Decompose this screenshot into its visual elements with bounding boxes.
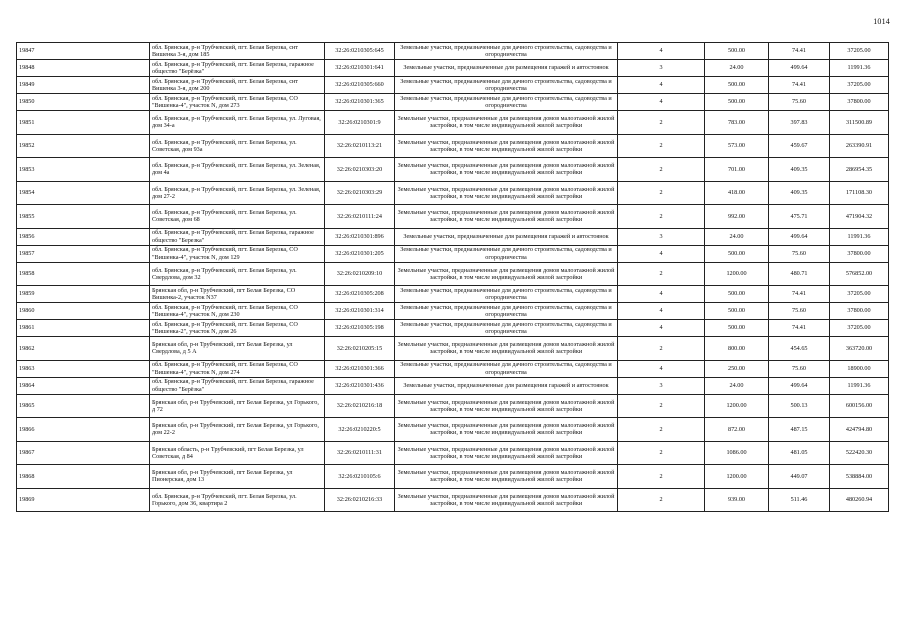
cadastral-value-cell: 37800.00 (830, 245, 889, 262)
cadastral-value-table (16, 42, 889, 512)
table-row (17, 337, 889, 361)
land-use-code-cell: 3 (618, 60, 705, 77)
cadastral-number-cell: 32:26:0210301:366 (325, 360, 395, 377)
specific-value-cell: 499.64 (769, 228, 830, 245)
address-cell: обл. Брянская, р-н Трубчевский, пгт. Белая Березка, снт Вишенка 3-я, дом 200 (150, 77, 325, 94)
land-use-code-cell: 4 (618, 43, 705, 60)
cadastral-value-cell: 480260.94 (830, 488, 889, 512)
address-cell: обл. Брянская, р-н Трубчевский, пгт. Белая Березка, снт Вишенка 3-я, дом 185 (150, 43, 325, 60)
table-row (17, 360, 889, 377)
area-cell: 872.00 (705, 418, 769, 442)
cadastral-value-cell: 471904.32 (830, 205, 889, 229)
cadastral-number-cell: 32:26:0210301:9 (325, 111, 395, 135)
land-use-cell: Земельные участки, предназначенные для дачного строительства, садоводства и огородничества (395, 43, 618, 60)
table-row (17, 181, 889, 205)
area-cell: 1200.00 (705, 465, 769, 489)
row-number: 19851 (17, 111, 150, 135)
address-cell: обл. Брянская, р-н Трубчевский, пгт. Белая Березка, гаражное общество "Берёзка" (150, 377, 325, 394)
cadastral-number-cell: 32:26:0210216:18 (325, 394, 395, 418)
address-cell: Брянская обл, р-н Трубчевский, пгт Белая Березка, ул Пионерская, дом 13 (150, 465, 325, 489)
land-use-code-cell: 2 (618, 158, 705, 182)
specific-value-cell: 499.64 (769, 377, 830, 394)
specific-value-cell: 511.46 (769, 488, 830, 512)
cadastral-number-cell: 32:26:0210111:24 (325, 205, 395, 229)
cadastral-value-cell: 311500.89 (830, 111, 889, 135)
specific-value-cell: 75.60 (769, 360, 830, 377)
area-cell: 800.00 (705, 337, 769, 361)
row-number: 19856 (17, 228, 150, 245)
specific-value-cell: 74.41 (769, 77, 830, 94)
cadastral-value-cell: 11991.36 (830, 60, 889, 77)
land-use-code-cell: 2 (618, 262, 705, 286)
cadastral-number-cell: 32:26:0210105:6 (325, 465, 395, 489)
cadastral-value-cell: 600156.00 (830, 394, 889, 418)
land-use-cell: Земельные участки, предназначенные для дачного строительства, садоводства и огородничества (395, 360, 618, 377)
cadastral-number-cell: 32:26:0210113:21 (325, 134, 395, 158)
land-use-code-cell: 4 (618, 303, 705, 320)
land-use-cell: Земельные участки, предназначенные для размещения домов малоэтажной жилой застройки, в том числе индивидуальной жилой застройки (395, 205, 618, 229)
address-cell: Брянская обл, р-н Трубчевский, пгт Белая Березка, СО Вишенка-2, участок N37 (150, 286, 325, 303)
row-number: 19860 (17, 303, 150, 320)
land-use-cell: Земельные участки, предназначенные для размещения домов малоэтажной жилой застройки, в том числе индивидуальной жилой застройки (395, 418, 618, 442)
land-use-cell: Земельные участки, предназначенные для дачного строительства, садоводства и огородничества (395, 320, 618, 337)
specific-value-cell: 409.35 (769, 181, 830, 205)
cadastral-value-cell: 11991.36 (830, 377, 889, 394)
cadastral-number-cell: 32:26:0210111:31 (325, 441, 395, 465)
row-number: 19867 (17, 441, 150, 465)
address-cell: Брянская обл, р-н Трубчевский, пгт Белая Березка, ул Горького, дом 22-2 (150, 418, 325, 442)
address-cell: обл. Брянская, р-н Трубчевский, пгт. Белая Березка, ул. Зеленая, дом 4а (150, 158, 325, 182)
address-cell: обл. Брянская, р-н Трубчевский, пгт. Белая Березка, СО "Вишенка-4", участок N, дом 129 (150, 245, 325, 262)
table-body (17, 43, 889, 512)
table-row (17, 60, 889, 77)
table-row (17, 394, 889, 418)
address-cell: обл. Брянская, р-н Трубчевский, пгт. Белая Березка, ул. Свердлова, дом 32 (150, 262, 325, 286)
specific-value-cell: 74.41 (769, 286, 830, 303)
land-use-code-cell: 4 (618, 245, 705, 262)
cadastral-number-cell: 32:26:0210301:436 (325, 377, 395, 394)
cadastral-value-cell: 576852.00 (830, 262, 889, 286)
table-row (17, 205, 889, 229)
land-use-cell: Земельные участки, предназначенные для размещения домов малоэтажной жилой застройки, в том числе индивидуальной жилой застройки (395, 158, 618, 182)
land-use-code-cell: 4 (618, 286, 705, 303)
table-row (17, 465, 889, 489)
area-cell: 500.00 (705, 43, 769, 60)
land-use-code-cell: 2 (618, 134, 705, 158)
area-cell: 939.00 (705, 488, 769, 512)
area-cell: 783.00 (705, 111, 769, 135)
area-cell: 500.00 (705, 286, 769, 303)
row-number: 19863 (17, 360, 150, 377)
cadastral-value-cell: 37800.00 (830, 303, 889, 320)
land-use-code-cell: 2 (618, 488, 705, 512)
address-cell: обл. Брянская, р-н Трубчевский, пгт. Белая Березка, СО "Вишенка-4", участок N, дом 230 (150, 303, 325, 320)
cadastral-number-cell: 32:26:0210301:365 (325, 94, 395, 111)
cadastral-value-cell: 37205.00 (830, 320, 889, 337)
address-cell: Брянская область, р-н Трубчевский, пгт Белая Березка, ул Советская, д 84 (150, 441, 325, 465)
area-cell: 992.00 (705, 205, 769, 229)
land-use-code-cell: 2 (618, 394, 705, 418)
area-cell: 24.00 (705, 228, 769, 245)
specific-value-cell: 74.41 (769, 43, 830, 60)
table-row (17, 43, 889, 60)
address-cell: обл. Брянская, р-н Трубчевский, пгт. Белая Березка, СО "Вишенка-4", участок N, дом 274 (150, 360, 325, 377)
area-cell: 500.00 (705, 303, 769, 320)
cadastral-number-cell: 32:26:0210303:20 (325, 158, 395, 182)
land-use-code-cell: 2 (618, 337, 705, 361)
row-number: 19854 (17, 181, 150, 205)
land-use-cell: Земельные участки, предназначенные для размещения гаражей и автостоянок (395, 377, 618, 394)
land-use-cell: Земельные участки, предназначенные для размещения домов малоэтажной жилой застройки, в том числе индивидуальной жилой застройки (395, 337, 618, 361)
address-cell: обл. Брянская, р-н Трубчевский, пгт. Белая Березка, гаражное общество "Березка" (150, 228, 325, 245)
land-use-cell: Земельные участки, предназначенные для размещения домов малоэтажной жилой застройки, в том числе индивидуальной жилой застройки (395, 181, 618, 205)
cadastral-value-cell: 522420.30 (830, 441, 889, 465)
row-number: 19869 (17, 488, 150, 512)
cadastral-number-cell: 32:26:0210301:896 (325, 228, 395, 245)
table-row (17, 77, 889, 94)
land-use-cell: Земельные участки, предназначенные для размещения домов малоэтажной жилой застройки, в том числе индивидуальной жилой застройки (395, 488, 618, 512)
table-row (17, 158, 889, 182)
specific-value-cell: 397.83 (769, 111, 830, 135)
area-cell: 24.00 (705, 377, 769, 394)
address-cell: обл. Брянская, р-н Трубчевский, пгт. Белая Березка, СО "Вишенка-4", участок N, дом 273 (150, 94, 325, 111)
row-number: 19866 (17, 418, 150, 442)
area-cell: 701.00 (705, 158, 769, 182)
table-row (17, 286, 889, 303)
area-cell: 500.00 (705, 94, 769, 111)
area-cell: 250.00 (705, 360, 769, 377)
cadastral-number-cell: 32:26:0210305:645 (325, 43, 395, 60)
row-number: 19859 (17, 286, 150, 303)
area-cell: 500.00 (705, 245, 769, 262)
table-row (17, 303, 889, 320)
land-use-cell: Земельные участки, предназначенные для дачного строительства, садоводства и огородничества (395, 77, 618, 94)
row-number: 19857 (17, 245, 150, 262)
specific-value-cell: 454.65 (769, 337, 830, 361)
cadastral-value-cell: 37800.00 (830, 94, 889, 111)
land-use-code-cell: 4 (618, 360, 705, 377)
address-cell: обл. Брянская, р-н Трубчевский, пгт. Белая Березка, ул. Советская, дом 68 (150, 205, 325, 229)
page-number: 1014 (873, 17, 890, 26)
address-cell: обл. Брянская, р-н Трубчевский, пгт. Белая Березка, ул. Горького, дом 36, квартира 2 (150, 488, 325, 512)
land-use-code-cell: 4 (618, 77, 705, 94)
row-number: 19853 (17, 158, 150, 182)
area-cell: 1200.00 (705, 262, 769, 286)
cadastral-value-cell: 286954.35 (830, 158, 889, 182)
address-cell: обл. Брянская, р-н Трубчевский, пгт. Белая Березка, ул. Зеленая, дом 27-2 (150, 181, 325, 205)
address-cell: Брянская обл, р-н Трубчевский, пгт Белая Березка, ул Свердлова, д 5 А (150, 337, 325, 361)
area-cell: 500.00 (705, 320, 769, 337)
cadastral-value-cell: 171108.30 (830, 181, 889, 205)
land-use-cell: Земельные участки, предназначенные для дачного строительства, садоводства и огородничества (395, 286, 618, 303)
row-number: 19849 (17, 77, 150, 94)
area-cell: 500.00 (705, 77, 769, 94)
cadastral-value-cell: 37205.00 (830, 43, 889, 60)
cadastral-number-cell: 32:26:0210305:208 (325, 286, 395, 303)
cadastral-value-cell: 424794.80 (830, 418, 889, 442)
land-use-cell: Земельные участки, предназначенные для размещения домов малоэтажной жилой застройки, в том числе индивидуальной жилой застройки (395, 441, 618, 465)
cadastral-value-cell: 18900.00 (830, 360, 889, 377)
address-cell: обл. Брянская, р-н Трубчевский, пгт. Белая Березка, ул. Советская, дом 93а (150, 134, 325, 158)
land-use-cell: Земельные участки, предназначенные для дачного строительства, садоводства и огородничества (395, 303, 618, 320)
table-row (17, 134, 889, 158)
row-number: 19865 (17, 394, 150, 418)
land-use-code-cell: 2 (618, 205, 705, 229)
specific-value-cell: 75.60 (769, 245, 830, 262)
land-use-code-cell: 2 (618, 111, 705, 135)
row-number: 19862 (17, 337, 150, 361)
address-cell: обл. Брянская, р-н Трубчевский, пгт. Белая Березка, СО "Вишенка-2", участок N, дом 26 (150, 320, 325, 337)
land-use-code-cell: 2 (618, 418, 705, 442)
cadastral-number-cell: 32:26:0210305:198 (325, 320, 395, 337)
cadastral-number-cell: 32:26:0210209:10 (325, 262, 395, 286)
cadastral-value-cell: 363720.00 (830, 337, 889, 361)
land-use-code-cell: 2 (618, 465, 705, 489)
address-cell: Брянская обл, р-н Трубчевский, пгт Белая Березка, ул Горького, д 72 (150, 394, 325, 418)
land-use-cell: Земельные участки, предназначенные для дачного строительства, садоводства и огородничества (395, 245, 618, 262)
table-row (17, 245, 889, 262)
area-cell: 1086.00 (705, 441, 769, 465)
land-use-code-cell: 3 (618, 377, 705, 394)
cadastral-number-cell: 32:26:0210205:15 (325, 337, 395, 361)
table-row (17, 418, 889, 442)
specific-value-cell: 75.60 (769, 303, 830, 320)
table-row (17, 320, 889, 337)
specific-value-cell: 409.35 (769, 158, 830, 182)
land-use-cell: Земельные участки, предназначенные для размещения гаражей и автостоянок (395, 228, 618, 245)
cadastral-number-cell: 32:26:0210220:5 (325, 418, 395, 442)
table-row (17, 262, 889, 286)
area-cell: 573.00 (705, 134, 769, 158)
cadastral-number-cell: 32:26:0210301:641 (325, 60, 395, 77)
cadastral-value-cell: 11991.36 (830, 228, 889, 245)
land-use-cell: Земельные участки, предназначенные для размещения домов малоэтажной жилой застройки, в том числе индивидуальной жилой застройки (395, 394, 618, 418)
area-cell: 24.00 (705, 60, 769, 77)
land-use-cell: Земельные участки, предназначенные для размещения домов малоэтажной жилой застройки, в том числе индивидуальной жилой застройки (395, 465, 618, 489)
cadastral-number-cell: 32:26:0210301:314 (325, 303, 395, 320)
row-number: 19848 (17, 60, 150, 77)
row-number: 19864 (17, 377, 150, 394)
row-number: 19850 (17, 94, 150, 111)
table-row (17, 111, 889, 135)
row-number: 19847 (17, 43, 150, 60)
land-use-code-cell: 4 (618, 320, 705, 337)
area-cell: 418.00 (705, 181, 769, 205)
address-cell: обл. Брянская, р-н Трубчевский, пгт. Белая Березка, гаражное общество "Берёзка" (150, 60, 325, 77)
cadastral-value-cell: 263390.91 (830, 134, 889, 158)
land-use-cell: Земельные участки, предназначенные для дачного строительства, садоводства и огородничества (395, 94, 618, 111)
table-row (17, 94, 889, 111)
cadastral-value-cell: 538884.00 (830, 465, 889, 489)
land-use-code-cell: 4 (618, 94, 705, 111)
specific-value-cell: 499.64 (769, 60, 830, 77)
specific-value-cell: 480.71 (769, 262, 830, 286)
land-use-cell: Земельные участки, предназначенные для размещения домов малоэтажной жилой застройки, в том числе индивидуальной жилой застройки (395, 111, 618, 135)
address-cell: обл. Брянская, р-н Трубчевский, пгт. Белая Березка, ул. Луговая, дом 34-а (150, 111, 325, 135)
row-number: 19861 (17, 320, 150, 337)
cadastral-value-cell: 37205.00 (830, 77, 889, 94)
specific-value-cell: 74.41 (769, 320, 830, 337)
table-row (17, 488, 889, 512)
specific-value-cell: 500.13 (769, 394, 830, 418)
cadastral-number-cell: 32:26:0210301:205 (325, 245, 395, 262)
land-use-code-cell: 3 (618, 228, 705, 245)
row-number: 19852 (17, 134, 150, 158)
table-row (17, 441, 889, 465)
land-use-code-cell: 2 (618, 441, 705, 465)
row-number: 19855 (17, 205, 150, 229)
row-number: 19868 (17, 465, 150, 489)
area-cell: 1200.00 (705, 394, 769, 418)
specific-value-cell: 459.67 (769, 134, 830, 158)
land-use-code-cell: 2 (618, 181, 705, 205)
cadastral-value-cell: 37205.00 (830, 286, 889, 303)
specific-value-cell: 449.07 (769, 465, 830, 489)
cadastral-number-cell: 32:26:0210303:29 (325, 181, 395, 205)
table-row (17, 228, 889, 245)
specific-value-cell: 475.71 (769, 205, 830, 229)
land-use-cell: Земельные участки, предназначенные для размещения домов малоэтажной жилой застройки, в том числе индивидуальной жилой застройки (395, 262, 618, 286)
specific-value-cell: 481.05 (769, 441, 830, 465)
cadastral-number-cell: 32:26:0210216:33 (325, 488, 395, 512)
specific-value-cell: 75.60 (769, 94, 830, 111)
land-use-cell: Земельные участки, предназначенные для размещения гаражей и автостоянок (395, 60, 618, 77)
land-use-cell: Земельные участки, предназначенные для размещения домов малоэтажной жилой застройки, в том числе индивидуальной жилой застройки (395, 134, 618, 158)
row-number: 19858 (17, 262, 150, 286)
specific-value-cell: 487.15 (769, 418, 830, 442)
cadastral-number-cell: 32:26:0210305:660 (325, 77, 395, 94)
table-row (17, 377, 889, 394)
